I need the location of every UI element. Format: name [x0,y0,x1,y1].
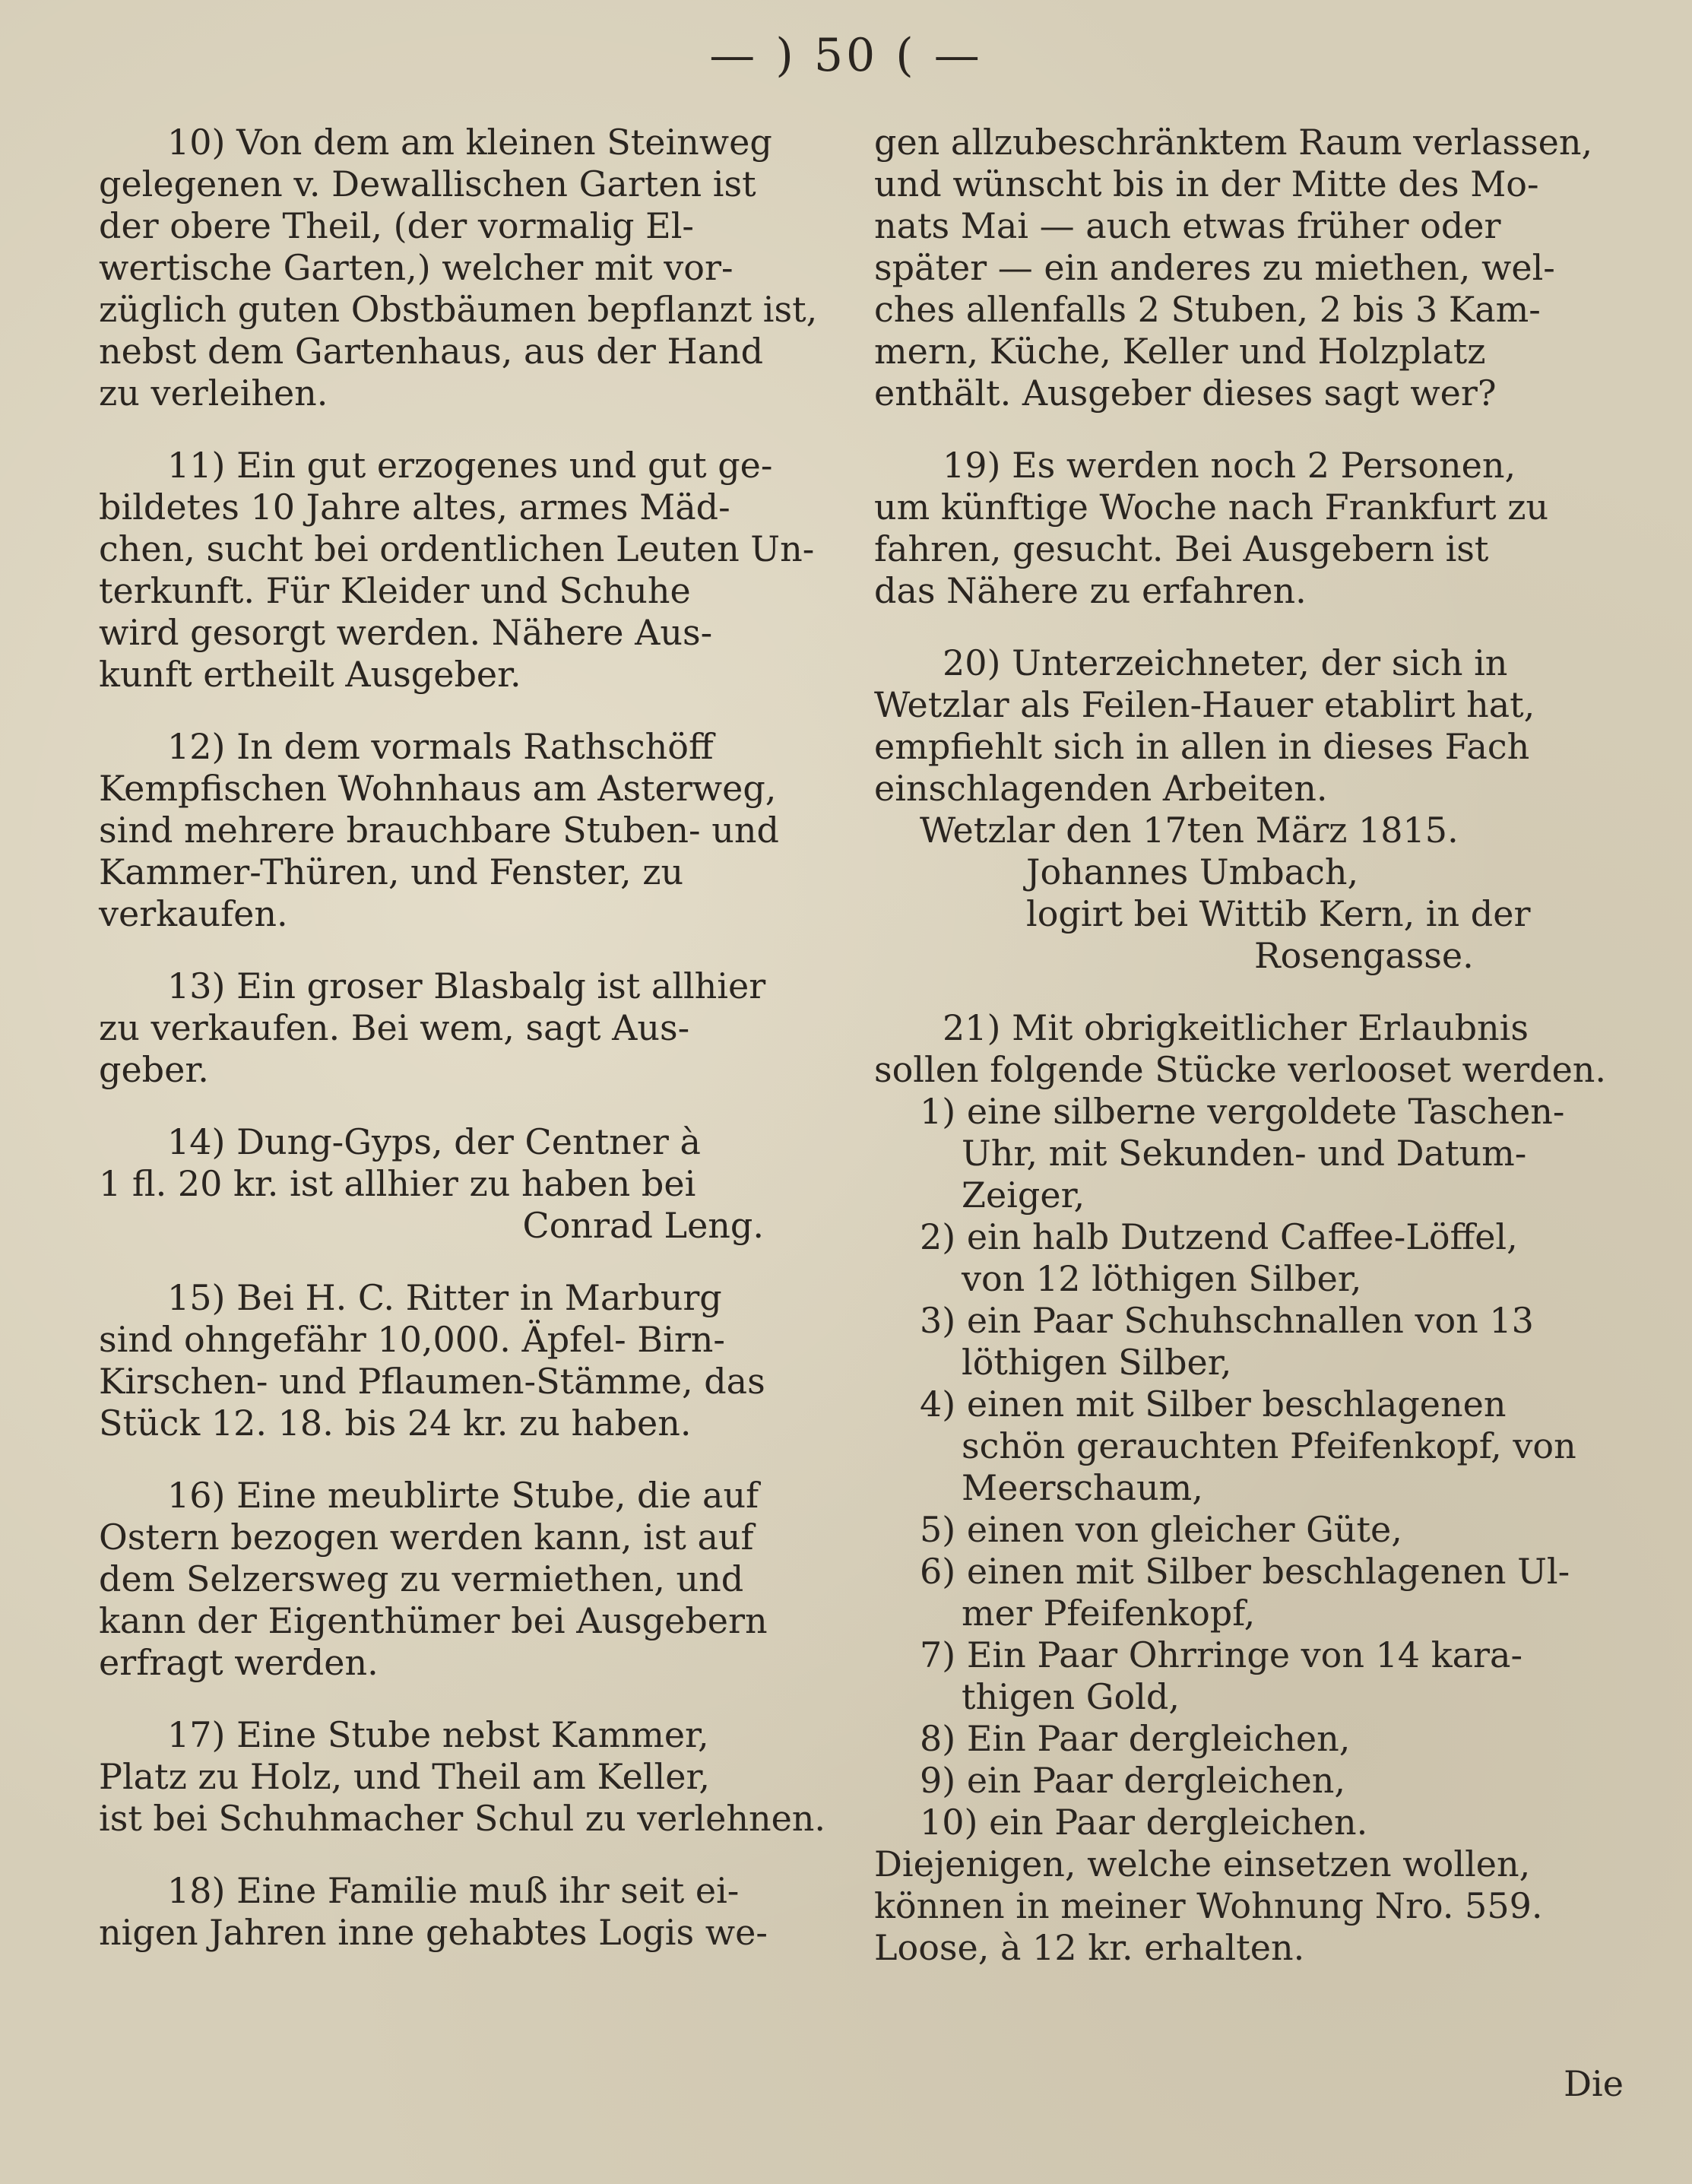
text-line: 17) Eine Stube nebst Kammer, [167,1714,709,1755]
text-line: Stück 12. 18. bis 24 kr. zu haben. [99,1403,692,1444]
text-line: ches allenfalls 2 Stuben, 2 bis 3 Kam- [874,289,1541,330]
notice-paragraph [99,1714,840,1840]
text-line: Kempfischen Wohnhaus am Asterweg, [99,768,777,809]
text-line: 19) Es werden noch 2 Personen, [943,445,1516,486]
lottery-item: 8) Ein Paar dergleichen, [920,1718,1351,1759]
notice-date: Wetzlar den 17ten März 1815. [920,810,1459,851]
notice-paragraph [99,965,840,1091]
notice-paragraph [99,122,840,414]
text-line: 16) Eine meublirte Stube, die auf [167,1475,759,1516]
page-header: — ) 50 ( — [709,29,983,82]
text-line: 15) Bei H. C. Ritter in Marburg [167,1277,722,1318]
text-line: können in meiner Wohnung Nro. 559. [874,1885,1543,1926]
signature-address: Rosengasse. [1254,935,1474,976]
text-line: 20) Unterzeichneter, der sich in [943,642,1508,683]
lottery-item: 2) ein halb Dutzend Caffee-Löffel, [920,1216,1518,1257]
notice-19 [874,445,1611,612]
text-line: Loose, à 12 kr. erhalten. [874,1927,1305,1968]
text-line: terkunft. Für Kleider und Schuhe [99,570,691,611]
text-line: Ostern bezogen werden kann, ist auf [99,1517,754,1558]
text-line: nats Mai — auch etwas früher oder [874,205,1501,246]
text-line: kann der Eigenthümer bei Ausgebern [99,1600,768,1641]
text-line: verkaufen. [99,893,288,934]
text-line: dem Selzersweg zu vermiethen, und [99,1558,744,1599]
notice-paragraph [99,1870,840,1954]
lottery-item: 4) einen mit Silber beschlagenen [920,1384,1507,1425]
notice-paragraph [99,1121,840,1247]
left-column [99,122,840,1984]
text-line: Platz zu Holz, und Theil am Keller, [99,1756,711,1797]
text-line: gen allzubeschränktem Raum verlassen, [874,122,1593,163]
text-line: geber. [99,1049,209,1090]
text-line: 10) Von dem am kleinen Steinweg [167,122,772,163]
notice-21 [874,1007,1611,1969]
lottery-item: löthigen Silber, [962,1342,1232,1383]
lottery-item: 10) ein Paar dergleichen. [920,1802,1368,1843]
text-line: 21) Mit obrigkeitlicher Erlaubnis [943,1007,1529,1048]
lottery-item: 3) ein Paar Schuhschnallen von 13 [920,1300,1534,1341]
text-line: Kirschen- und Pflaumen-Stämme, das [99,1361,765,1402]
lottery-item: thigen Gold, [962,1676,1180,1717]
text-line: empfiehlt sich in allen in dieses Fach [874,726,1530,767]
notice-18-continued [874,122,1611,414]
lottery-item: 6) einen mit Silber beschlagenen Ul- [920,1551,1570,1592]
text-line: bildetes 10 Jahre altes, armes Mäd- [99,487,730,528]
text-line: Diejenigen, welche einsetzen wollen, [874,1843,1531,1884]
text-line: später — ein anderes zu miethen, wel- [874,247,1555,288]
lottery-item: Uhr, mit Sekunden- und Datum- [962,1133,1527,1174]
text-line: kunft ertheilt Ausgeber. [99,654,521,695]
text-line: nigen Jahren inne gehabtes Logis we- [99,1912,768,1953]
text-line: 13) Ein groser Blasbalg ist allhier [167,965,766,1006]
text-line: nebst dem Gartenhaus, aus der Hand [99,331,764,372]
text-line: einschlagenden Arbeiten. [874,768,1328,809]
text-line: 1 fl. 20 kr. ist allhier zu haben bei [99,1163,696,1204]
text-line: 12) In dem vormals Rathschöff [167,726,714,767]
lottery-item: 9) ein Paar dergleichen, [920,1760,1345,1801]
catchword: Die [1564,2063,1624,2104]
text-line: sind ohngefähr 10,000. Äpfel- Birn- [99,1319,725,1360]
lottery-item: von 12 löthigen Silber, [962,1258,1362,1299]
text-line: zu verleihen. [99,372,328,414]
signature-name: Johannes Umbach, [1026,851,1359,892]
notice-paragraph [99,1277,840,1444]
text-line: Conrad Leng. [522,1205,764,1246]
text-line: der obere Theil, (der vormalig El- [99,205,694,246]
text-line: 11) Ein gut erzogenes und gut ge- [167,445,773,486]
text-line: gelegenen v. Dewallischen Garten ist [99,163,756,204]
lottery-item: schön gerauchten Pfeifenkopf, von [962,1425,1576,1466]
notice-paragraph [99,726,840,935]
notice-paragraph [99,1475,840,1684]
text-line: das Nähere zu erfahren. [874,570,1307,611]
text-line: Wetzlar als Feilen-Hauer etablirt hat, [874,684,1535,725]
lottery-item: 5) einen von gleicher Güte, [920,1509,1402,1550]
text-line: sollen folgende Stücke verlooset werden. [874,1049,1607,1090]
notice-paragraph [99,445,840,696]
text-line: 18) Eine Familie muß ihr seit ei- [167,1870,740,1911]
text-line: enthält. Ausgeber dieses sagt wer? [874,372,1497,414]
text-line: wird gesorgt werden. Nähere Aus- [99,612,713,653]
text-line: mern, Küche, Keller und Holzplatz [874,331,1486,372]
text-line: züglich guten Obstbäumen bepflanzt ist, [99,289,818,330]
lottery-items [874,1091,1611,1843]
lottery-item: mer Pfeifenkopf, [962,1593,1256,1634]
text-line: sind mehrere brauchbare Stuben- und [99,810,779,851]
text-line: Kammer-Thüren, und Fenster, zu [99,851,684,892]
right-column [874,122,1611,1969]
lottery-item: Zeiger, [962,1174,1085,1216]
text-line: erfragt werden. [99,1642,379,1683]
signature-address: logirt bei Wittib Kern, in der [1026,893,1531,934]
lottery-item: 7) Ein Paar Ohrringe von 14 kara- [920,1634,1523,1675]
text-line: ist bei Schuhmacher Schul zu verlehnen. [99,1798,826,1839]
text-line: wertische Garten,) welcher mit vor- [99,247,734,288]
text-line: 14) Dung-Gyps, der Centner à [167,1121,701,1162]
lottery-item: 1) eine silberne vergoldete Taschen- [920,1091,1565,1132]
text-line: um künftige Woche nach Frankfurt zu [874,487,1549,528]
text-line: fahren, gesucht. Bei Ausgebern ist [874,528,1489,569]
text-line: chen, sucht bei ordentlichen Leuten Un- [99,528,815,569]
lottery-item: Meerschaum, [962,1467,1203,1508]
notice-20 [874,642,1611,977]
text-line: und wünscht bis in der Mitte des Mo- [874,163,1539,204]
text-line: zu verkaufen. Bei wem, sagt Aus- [99,1007,690,1048]
